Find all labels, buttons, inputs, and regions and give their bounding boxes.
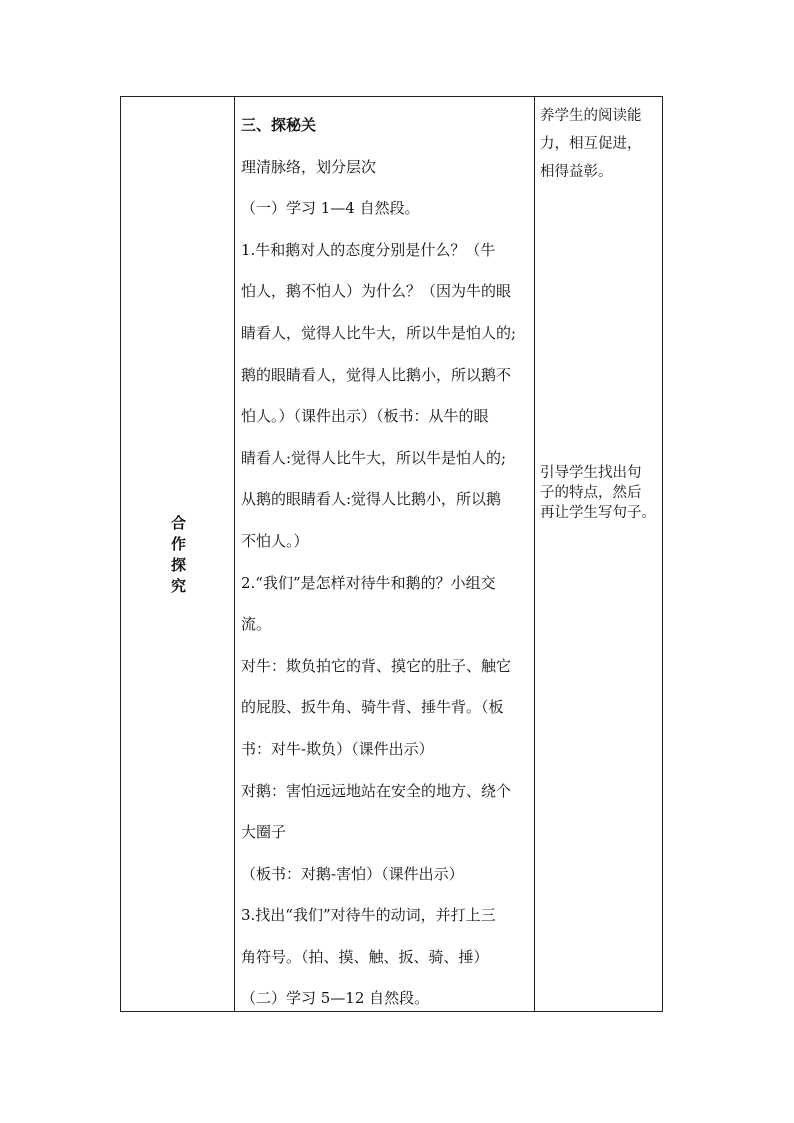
content-line: 不怕人。） [241,531,309,550]
note-line: 相得益彰。 [540,164,613,180]
stage-char: 究 [171,577,187,595]
stage-char: 作 [171,535,187,553]
content-line: 的屁股、扳牛角、骑牛背、捶牛背。（板 [241,698,504,717]
content-line: 3.找出“我们”对待牛的动词，并打上三 [241,906,496,925]
content-line: 对鹅：害怕远远地站在安全的地方、绕个 [241,781,512,800]
lesson-table [120,96,663,1012]
note-line: 再让学生写句子。 [540,505,656,521]
note-line: 引导学生找出句 [540,465,642,481]
content-line: 1.牛和鹅对人的态度分别是什么？（牛 [241,240,496,259]
content-line: 鹅的眼睛看人，觉得人比鹅小，所以鹅不 [241,365,512,384]
note-line: 力，相互促进， [540,136,642,152]
content-line: 对牛：欺负拍它的背、摸它的肚子、触它 [241,656,512,675]
content-line: （板书：对鹅-害怕）（课件出示） [241,864,464,883]
content-line: （一）学习 1—4 自然段。 [241,199,420,218]
content-line: 睛看人，觉得人比牛大，所以牛是怕人的; [241,323,517,342]
column-divider [234,97,235,1011]
content-line: 角符号。（拍、摸、触、扳、骑、捶） [241,947,489,966]
stage-char: 合 [171,514,187,532]
content-line: 书：对牛-欺负）（课件出示） [241,739,434,758]
teaching-content [241,105,531,1020]
note-line: 子的特点，然后 [540,485,642,501]
design-note-top [540,102,664,186]
content-line: 怕人。）（课件出示）（板书：从牛的眼 [241,407,489,426]
design-note-middle [540,463,664,523]
content-line: 流。 [241,615,272,634]
stage-label [171,513,185,597]
content-line: 2.“我们”是怎样对待牛和鹅的？小组交 [241,573,496,592]
content-line: 理清脉络，划分层次 [241,157,377,176]
note-line: 养学生的阅读能 [540,108,642,124]
content-line: 睛看人:觉得人比牛大，所以牛是怕人的; [241,448,507,467]
content-line: 从鹅的眼睛看人:觉得人比鹅小，所以鹅 [241,490,502,509]
column-divider [534,97,535,1011]
stage-char: 探 [171,556,187,574]
content-line: 大圈子 [241,823,287,842]
content-line: （二）学习 5—12 自然段。 [241,989,430,1008]
content-line: 怕人，鹅不怕人）为什么？（因为牛的眼 [241,282,512,301]
section-heading: 三、探秘关 [241,116,317,134]
